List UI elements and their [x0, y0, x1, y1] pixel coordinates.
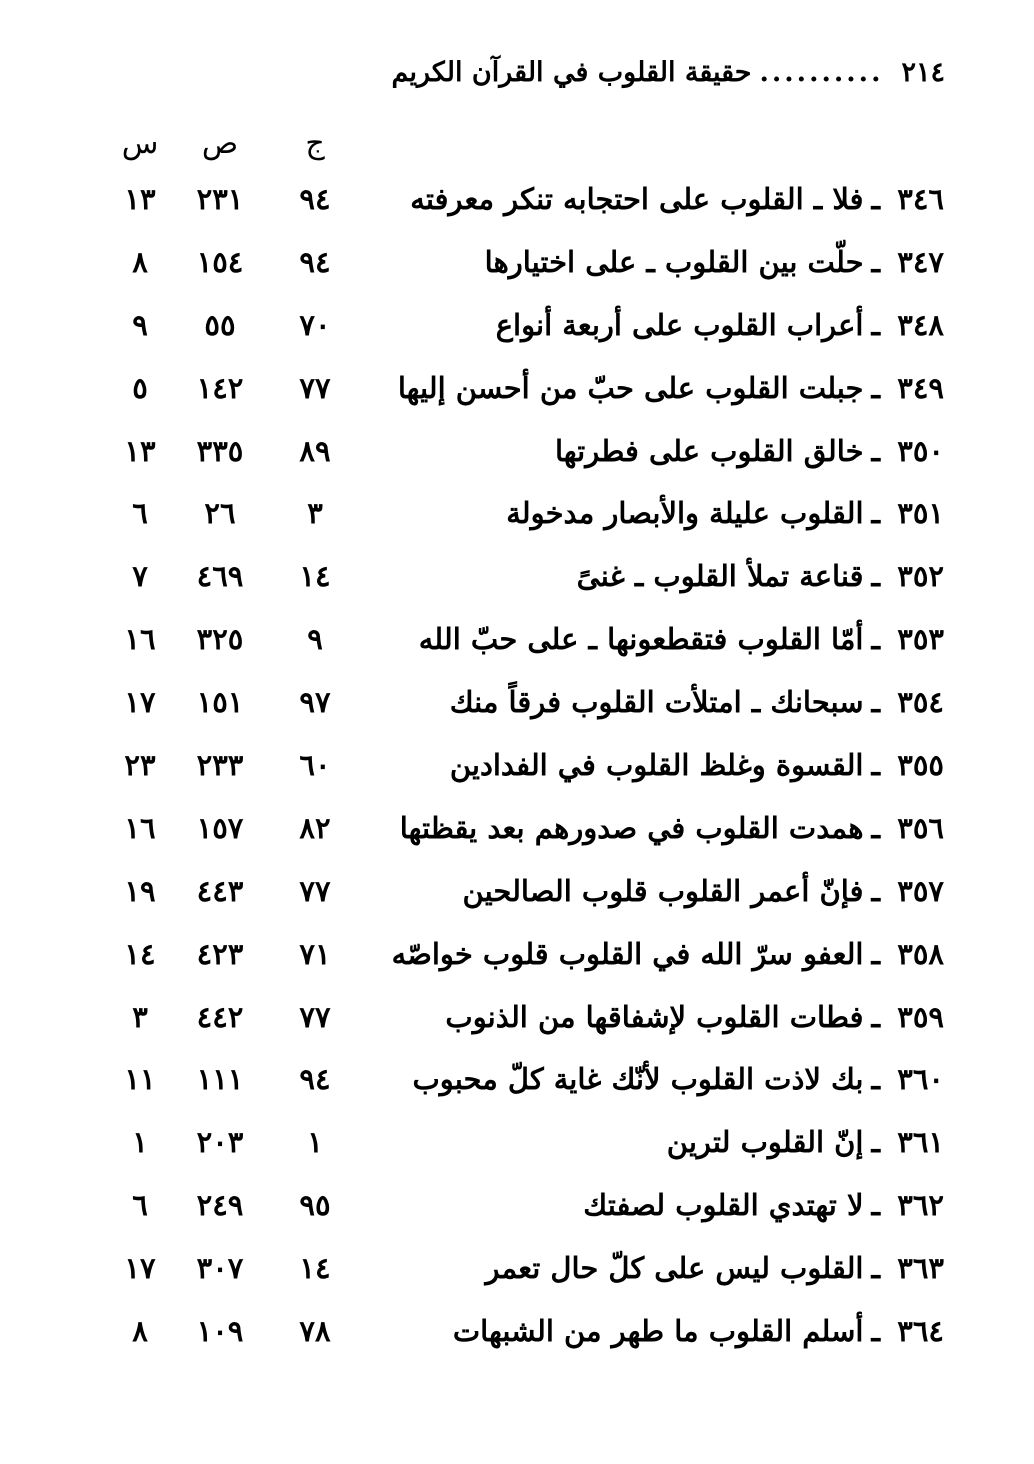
entry-line: ٦ — [132, 1188, 148, 1223]
entry-title: همدت القلوب في صدورهم بعد يقظتها — [399, 810, 864, 845]
entry-volume: ٦٠ — [299, 748, 331, 783]
entry-page: ١٥٧ — [196, 810, 244, 845]
entry-label — [404, 685, 944, 719]
entry-line: ١٧ — [124, 685, 156, 720]
entry-number: ٣٥٠ — [897, 433, 944, 468]
entry-line: ١٧ — [124, 1251, 156, 1286]
entry-page: ٢٣١ — [196, 182, 244, 216]
entry-number: ٣٦١ — [897, 1125, 944, 1160]
entry-dash: ـ — [871, 307, 880, 342]
list-item — [0, 178, 1034, 241]
entry-label — [391, 936, 944, 971]
entry-volume: ٩٤ — [299, 1062, 331, 1097]
entry-volume: ٩٤ — [299, 244, 331, 279]
entry-number: ٣٥٧ — [897, 873, 944, 908]
entry-dash: ـ — [871, 810, 880, 845]
entry-line: ١٩ — [124, 873, 156, 908]
entry-volume: ٨٩ — [299, 433, 331, 468]
entry-number: ٣٦٣ — [897, 1251, 944, 1286]
entry-line: ٩ — [132, 307, 148, 342]
list-item — [0, 492, 1034, 555]
entry-page: ٥٥ — [204, 307, 236, 342]
entry-dash: ـ — [871, 559, 880, 594]
entry-title: لا تهتدي القلوب لصفتك — [583, 1188, 864, 1223]
entry-number: ٣٤٩ — [897, 370, 944, 405]
entry-line: ١٦ — [124, 622, 156, 657]
entry-dash: ـ — [871, 1251, 880, 1286]
list-item — [0, 1058, 1034, 1121]
entry-line: ٦ — [132, 496, 148, 531]
entry-label — [404, 182, 944, 216]
entry-number: ٣٥١ — [897, 496, 944, 531]
list-item — [0, 1184, 1034, 1247]
entry-title: خالق القلوب على فطرتها — [554, 433, 864, 468]
entry-line: ١ — [132, 1125, 148, 1160]
entry-label — [404, 496, 944, 530]
entry-page: ١٤٢ — [196, 370, 244, 405]
entry-page: ٢٦ — [204, 496, 236, 531]
list-item — [0, 1310, 1034, 1373]
entry-label — [404, 874, 944, 908]
entry-title: جبلت القلوب على حبّ من أحسن إليها — [397, 370, 864, 405]
entry-page: ٣٠٧ — [196, 1251, 244, 1286]
entry-volume: ٩٥ — [299, 1188, 331, 1223]
entry-volume: ٧٠ — [299, 307, 331, 342]
entry-dash: ـ — [871, 433, 880, 468]
entry-dash: ـ — [871, 999, 880, 1034]
entry-title: فإنّ أعمر القلوب قلوب الصالحين — [462, 873, 864, 908]
entry-dash: ـ — [871, 622, 880, 657]
list-item — [0, 1121, 1034, 1184]
entry-label — [404, 1125, 944, 1159]
entry-dash: ـ — [871, 496, 880, 531]
entry-number: ٣٥٤ — [897, 685, 944, 720]
page-number: ٢١٤ — [901, 56, 945, 88]
entry-line: ٨ — [132, 1314, 148, 1349]
list-item — [0, 367, 1034, 430]
list-item — [0, 807, 1034, 870]
entry-page: ١٥١ — [196, 685, 244, 720]
entry-list — [0, 178, 1034, 1373]
list-item — [0, 618, 1034, 681]
entry-number: ٣٥٣ — [897, 622, 944, 657]
entry-number: ٣٥٢ — [897, 559, 944, 594]
entry-label — [404, 434, 944, 468]
entry-number: ٣٦٠ — [897, 1062, 944, 1097]
entry-title: القلوب ليس على كلّ حال تعمر — [485, 1251, 864, 1286]
entry-label — [397, 370, 944, 405]
entry-dash: ـ — [871, 685, 880, 720]
page-header — [85, 52, 945, 92]
list-item — [0, 430, 1034, 493]
entry-page: ٢٠٣ — [196, 1125, 244, 1160]
column-header-page: ص — [201, 126, 239, 161]
entry-label — [399, 810, 944, 845]
list-item — [0, 870, 1034, 933]
list-item — [0, 996, 1034, 1059]
entry-number: ٣٤٨ — [897, 307, 944, 342]
entry-volume: ٩٤ — [299, 182, 331, 216]
entry-number: ٣٥٨ — [897, 936, 944, 971]
entry-title: أسلم القلوب ما طهر من الشبهات — [452, 1314, 864, 1349]
entry-line: ٣ — [132, 999, 148, 1034]
entry-dash: ـ — [871, 1188, 880, 1223]
entry-title: قناعة تملأ القلوب ـ غنىً — [576, 559, 864, 594]
entry-volume: ١٤ — [299, 1251, 331, 1286]
list-item — [0, 681, 1034, 744]
entry-line: ٨ — [132, 244, 148, 279]
entry-number: ٣٥٥ — [897, 748, 944, 783]
entry-volume: ٧٧ — [299, 873, 331, 908]
column-headers — [0, 126, 1034, 166]
column-header-line: س — [121, 126, 159, 161]
entry-title: فلا ـ القلوب على احتجابه تنكر معرفته — [410, 182, 864, 216]
entry-volume: ٨٢ — [299, 810, 331, 845]
entry-line: ١١ — [124, 1062, 156, 1097]
entry-title: أمّا القلوب فتقطعونها ـ على حبّ الله — [418, 622, 864, 657]
list-item — [0, 241, 1034, 304]
entry-label — [404, 1314, 944, 1348]
entry-label — [404, 1062, 944, 1096]
entry-label — [404, 1000, 944, 1034]
entry-title: فطات القلوب لإشفاقها من الذنوب — [445, 999, 864, 1034]
entry-title: سبحانك ـ امتلأت القلوب فرقاً منك — [449, 685, 864, 720]
list-item — [0, 304, 1034, 367]
entry-number: ٣٤٦ — [897, 182, 944, 216]
entry-volume: ١ — [307, 1125, 323, 1160]
entry-title: إنّ القلوب لترين — [666, 1125, 864, 1160]
entry-title: حلّت بين القلوب ـ على اختيارها — [484, 244, 864, 279]
entry-page: ١٠٩ — [196, 1314, 244, 1349]
entry-dash: ـ — [871, 1314, 880, 1349]
entry-volume: ٩ — [307, 622, 323, 657]
entry-number: ٣٦٤ — [897, 1314, 944, 1349]
dot-leader: .......... — [759, 56, 884, 88]
entry-title: القسوة وغلظ القلوب في الفدادين — [449, 748, 864, 783]
entry-dash: ـ — [871, 182, 880, 216]
entry-line: ٧ — [132, 559, 148, 594]
entry-page: ٣٣٥ — [196, 433, 244, 468]
entry-dash: ـ — [871, 370, 880, 405]
entry-label — [404, 1251, 944, 1285]
entry-title: القلوب عليلة والأبصار مدخولة — [506, 496, 864, 531]
entry-number: ٣٥٩ — [897, 999, 944, 1034]
list-item — [0, 744, 1034, 807]
entry-label — [404, 748, 944, 782]
entry-volume: ٣ — [307, 496, 323, 531]
entry-number: ٣٥٦ — [897, 810, 944, 845]
entry-volume: ٧٧ — [299, 370, 331, 405]
entry-dash: ـ — [871, 936, 880, 971]
entry-label — [404, 245, 944, 279]
list-item — [0, 555, 1034, 618]
entry-dash: ـ — [871, 1062, 880, 1097]
entry-dash: ـ — [871, 873, 880, 908]
entry-title: بك لاذت القلوب لأنّك غاية كلّ محبوب — [412, 1062, 864, 1097]
entry-number: ٣٦٢ — [897, 1188, 944, 1223]
column-header-volume: ج — [305, 126, 325, 161]
entry-volume: ٧١ — [299, 936, 331, 971]
entry-page: ٤٤٢ — [196, 999, 244, 1034]
running-title: حقيقة القلوب في القرآن الكريم — [391, 56, 752, 88]
entry-line: ١٤ — [124, 936, 156, 971]
entry-line: ١٣ — [124, 433, 156, 468]
entry-number: ٣٤٧ — [897, 244, 944, 279]
entry-label — [404, 308, 944, 342]
entry-volume: ٧٨ — [299, 1314, 331, 1349]
entry-dash: ـ — [871, 244, 880, 279]
entry-line: ٢٣ — [124, 748, 156, 783]
entry-label — [404, 622, 944, 656]
entry-page: ٤٤٣ — [196, 873, 244, 908]
entry-line: ٥ — [132, 370, 148, 405]
entry-line: ١٦ — [124, 810, 156, 845]
entry-volume: ٩٧ — [299, 685, 331, 720]
entry-page: ٢٣٣ — [196, 748, 244, 783]
entry-label — [404, 1188, 944, 1222]
list-item — [0, 1247, 1034, 1310]
entry-volume: ٧٧ — [299, 999, 331, 1034]
entry-volume: ١٤ — [299, 559, 331, 594]
entry-page: ٤٢٣ — [196, 936, 244, 971]
entry-dash: ـ — [871, 1125, 880, 1160]
entry-dash: ـ — [871, 748, 880, 783]
entry-line: ١٣ — [124, 182, 156, 216]
list-item — [0, 933, 1034, 996]
entry-title: أعراب القلوب على أربعة أنواع — [495, 307, 864, 342]
entry-page: ١٥٤ — [196, 244, 244, 279]
entry-page: ٤٦٩ — [196, 559, 244, 594]
entry-page: ٢٤٩ — [196, 1188, 244, 1223]
entry-page: ١١١ — [196, 1062, 244, 1097]
entry-page: ٣٢٥ — [196, 622, 244, 657]
entry-title: العفو سرّ الله في القلوب قلوب خواصّه — [391, 936, 864, 971]
entry-label — [404, 559, 944, 593]
